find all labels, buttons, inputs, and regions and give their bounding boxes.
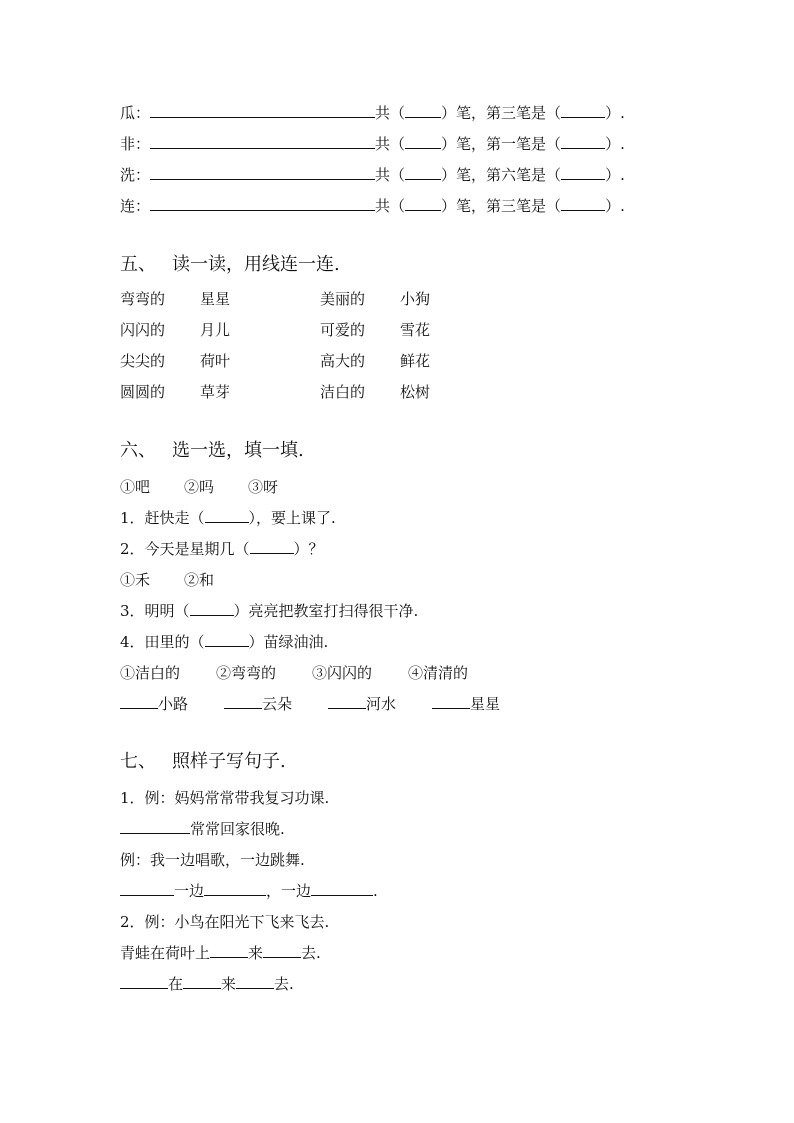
stroke-order-blank[interactable] xyxy=(150,103,375,118)
match-word[interactable]: 小狗 xyxy=(400,290,431,308)
section-title: 读一读，用线连一连. xyxy=(172,254,340,275)
option-label: ③呀 xyxy=(248,478,279,496)
stroke-count-blank[interactable] xyxy=(405,165,441,180)
fill-item: 云朵 xyxy=(224,693,292,715)
question-3: 3．明明（ ）亮亮把教室打扫得很干净. xyxy=(120,602,419,620)
answer-line: 在 来 去. xyxy=(120,973,294,995)
question-1: 1．赶快走（ ），要上课了. xyxy=(120,509,336,527)
stroke-blank[interactable] xyxy=(561,196,605,211)
answer-blank[interactable] xyxy=(205,508,249,523)
match-word[interactable]: 高大的 xyxy=(320,352,366,370)
match-word[interactable]: 星星 xyxy=(200,290,231,308)
section-number: 七、 xyxy=(120,751,156,772)
fill-item: 河水 xyxy=(328,693,396,715)
match-word[interactable]: 洁白的 xyxy=(320,383,366,401)
stroke-blank[interactable] xyxy=(561,103,605,118)
match-word[interactable]: 可爱的 xyxy=(320,321,366,339)
character-label: 瓜： xyxy=(120,104,151,122)
stroke-order-blank[interactable] xyxy=(150,165,375,180)
answer-blank[interactable] xyxy=(328,694,366,709)
stroke-order-blank[interactable] xyxy=(150,134,375,149)
answer-blank[interactable] xyxy=(120,881,174,896)
option-label: ③闪闪的 xyxy=(312,664,373,682)
answer-blank[interactable] xyxy=(120,694,158,709)
character-label: 连： xyxy=(120,197,151,215)
section-5-heading xyxy=(120,252,340,278)
option-label: ②和 xyxy=(184,571,215,589)
answer-blank[interactable] xyxy=(311,881,373,896)
example-sentence: 例：我一边唱歌，一边跳舞. xyxy=(120,851,305,869)
answer-line: 青蛙在荷叶上 来 去. xyxy=(120,944,321,962)
option-label: ①吧 xyxy=(120,478,151,496)
match-word[interactable]: 闪闪的 xyxy=(120,321,166,339)
option-label: ④清清的 xyxy=(408,664,469,682)
character-label: 非： xyxy=(120,135,151,153)
section-6-heading xyxy=(120,438,304,464)
section-title: 照样子写句子. xyxy=(172,751,286,772)
match-word[interactable]: 圆圆的 xyxy=(120,383,166,401)
section-number: 六、 xyxy=(120,440,156,461)
answer-blank[interactable] xyxy=(210,943,248,958)
answer-blank[interactable] xyxy=(120,974,168,989)
character-label: 洗： xyxy=(120,166,151,184)
section-7-heading xyxy=(120,749,286,775)
match-word[interactable]: 草芽 xyxy=(200,383,231,401)
stroke-row: 洗： 共（ ）笔，第六笔是（ ）. xyxy=(120,166,625,184)
match-word[interactable]: 鲜花 xyxy=(400,352,431,370)
answer-blank[interactable] xyxy=(183,974,221,989)
answer-blank[interactable] xyxy=(205,632,249,647)
answer-blank[interactable] xyxy=(263,943,301,958)
stroke-row: 连： 共（ ）笔，第三笔是（ ）. xyxy=(120,197,625,215)
answer-blank[interactable] xyxy=(432,694,470,709)
answer-blank[interactable] xyxy=(236,974,274,989)
question-2: 2．今天是星期几（ ）？ xyxy=(120,540,324,558)
stroke-count-blank[interactable] xyxy=(405,103,441,118)
example-sentence: 2．例：小鸟在阳光下飞来飞去. xyxy=(120,913,330,931)
section-title: 选一选，填一填. xyxy=(172,440,304,461)
option-label: ①洁白的 xyxy=(120,664,181,682)
match-word[interactable]: 雪花 xyxy=(400,321,431,339)
match-word[interactable]: 荷叶 xyxy=(200,352,231,370)
stroke-count-blank[interactable] xyxy=(405,134,441,149)
stroke-blank[interactable] xyxy=(561,165,605,180)
fill-item: 小路 xyxy=(120,693,188,715)
example-sentence: 1．例：妈妈常常带我复习功课. xyxy=(120,789,330,807)
question-4: 4．田里的（ ）苗绿油油. xyxy=(120,633,329,651)
match-word[interactable]: 月儿 xyxy=(200,321,231,339)
match-word[interactable]: 弯弯的 xyxy=(120,290,166,308)
option-label: ②弯弯的 xyxy=(216,664,277,682)
answer-blank[interactable] xyxy=(250,539,294,554)
option-label: ②吗 xyxy=(184,478,215,496)
answer-line: 常常回家很晚. xyxy=(120,818,285,840)
answer-blank[interactable] xyxy=(120,819,190,834)
fill-item: 星星 xyxy=(432,693,500,715)
answer-blank[interactable] xyxy=(190,601,234,616)
stroke-count-blank[interactable] xyxy=(405,196,441,211)
match-word[interactable]: 尖尖的 xyxy=(120,352,166,370)
match-word[interactable]: 美丽的 xyxy=(320,290,366,308)
answer-blank[interactable] xyxy=(224,694,262,709)
option-label: ①禾 xyxy=(120,571,151,589)
section-number: 五、 xyxy=(120,254,156,275)
stroke-blank[interactable] xyxy=(561,134,605,149)
stroke-row: 瓜： 共（ ）笔，第三笔是（ ）. xyxy=(120,104,625,122)
stroke-row: 非： 共（ ）笔，第一笔是（ ）. xyxy=(120,135,625,153)
answer-line: 一边 ，一边 . xyxy=(120,880,378,902)
stroke-order-blank[interactable] xyxy=(150,196,375,211)
answer-blank[interactable] xyxy=(204,881,266,896)
match-word[interactable]: 松树 xyxy=(400,383,431,401)
